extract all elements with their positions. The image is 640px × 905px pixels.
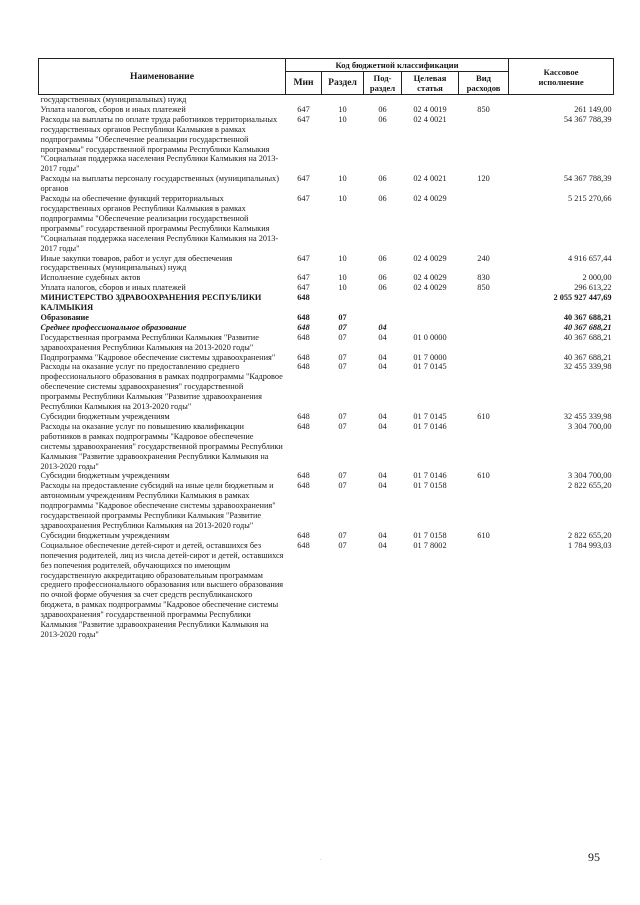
- row-vid: 850: [477, 283, 490, 293]
- row-vid: 610: [477, 471, 490, 481]
- row-tselevaya: [402, 313, 459, 323]
- row-amount: 261 149,00: [574, 104, 612, 114]
- row-min: 648: [297, 362, 310, 372]
- row-razdel: 10: [338, 283, 347, 293]
- row-podrazdel: 06: [378, 283, 387, 293]
- row-vid: 610: [477, 530, 490, 540]
- row-min: 647: [297, 273, 310, 283]
- table-body: [39, 95, 614, 640]
- row-tselevaya: 01 7 0145: [413, 362, 447, 372]
- row-podrazdel: 06: [378, 253, 387, 263]
- table-row: [39, 115, 614, 174]
- header-kbk: Код бюджетной классификации: [286, 59, 509, 72]
- page-number: 95: [588, 850, 600, 864]
- table-row: [39, 174, 614, 194]
- table-header: [39, 59, 614, 95]
- row-name: Субсидии бюджетным учреждениям: [40, 412, 170, 421]
- row-min: 648: [297, 530, 310, 540]
- row-name: Подпрограмма "Кадровое обеспечение системы здравоохранения": [40, 352, 276, 362]
- row-amount: 5 215 270,66: [567, 194, 612, 204]
- row-min: [286, 95, 322, 105]
- row-name: Исполнение судебных актов: [40, 273, 141, 283]
- table-row: [39, 422, 614, 472]
- row-amount: 54 367 788,39: [563, 174, 612, 184]
- row-name: Государственная программа Республики Калмыкия "Развитие здравоохранения Республики Калмыкия на 2013-2020 годы": [40, 332, 259, 352]
- row-tselevaya: 01 7 0000: [413, 352, 447, 362]
- table-row: [39, 95, 614, 105]
- row-podrazdel: 06: [378, 194, 387, 204]
- row-tselevaya: 01 7 0146: [413, 471, 447, 481]
- row-podrazdel: [364, 293, 402, 313]
- row-razdel: [322, 293, 364, 313]
- row-tselevaya: 02 4 0019: [413, 104, 447, 114]
- table-row: [39, 194, 614, 253]
- row-min: 647: [297, 104, 310, 114]
- row-tselevaya: 01 7 8002: [413, 540, 447, 550]
- row-min: 648: [297, 481, 310, 491]
- table-row: [39, 541, 614, 640]
- row-amount: 40 367 688,21: [563, 352, 612, 362]
- row-name: Среднее профессиональное образование: [40, 322, 187, 332]
- row-name: МИНИСТЕРСТВО ЗДРАВООХРАНЕНИЯ РЕСПУБЛИКИ КАЛМЫКИЯ: [40, 293, 262, 313]
- table-row: [39, 333, 614, 353]
- row-tselevaya: 02 4 0029: [413, 253, 447, 263]
- table-row: [39, 471, 614, 481]
- row-podrazdel: 04: [378, 530, 387, 540]
- row-amount: 32 455 339,98: [563, 362, 612, 372]
- row-amount: 3 304 700,00: [567, 471, 612, 481]
- header-min: Мин: [286, 72, 322, 95]
- row-podrazdel: [364, 95, 402, 105]
- row-min: 648: [297, 471, 310, 481]
- row-podrazdel: 06: [378, 114, 387, 124]
- row-min: 647: [297, 174, 310, 184]
- row-razdel: 07: [338, 481, 347, 491]
- row-min: 647: [297, 253, 310, 263]
- table-row: [39, 531, 614, 541]
- row-name: Субсидии бюджетным учреждениям: [40, 530, 170, 540]
- row-podrazdel: 04: [378, 362, 387, 372]
- row-vid: [459, 541, 509, 640]
- row-tselevaya: 02 4 0021: [413, 114, 447, 124]
- table-row: [39, 353, 614, 363]
- row-min: 647: [297, 114, 310, 124]
- table-row: [39, 105, 614, 115]
- header-razdel: Раздел: [322, 72, 364, 95]
- row-tselevaya: 01 7 0145: [413, 412, 447, 421]
- row-razdel: 07: [338, 530, 347, 540]
- row-vid: [459, 95, 509, 105]
- row-tselevaya: 01 7 0158: [413, 481, 447, 491]
- row-amount: 3 304 700,00: [567, 421, 612, 431]
- table-row: [39, 293, 614, 313]
- table-row: [39, 362, 614, 412]
- row-vid: 830: [477, 273, 490, 283]
- row-amount: [509, 95, 614, 105]
- row-name: Расходы на оказание услуг по повышению квалификации работников в рамках подпрограммы "Кадровое обеспечение системы здравоохранения" государственной программы Республики Калмыкия "Развитие здравоохранения Республики Калмыкия на 2013-2020 годы": [40, 421, 283, 471]
- row-name: Субсидии бюджетным учреждениям: [40, 471, 170, 481]
- row-razdel: [322, 95, 364, 105]
- table-row: [39, 481, 614, 531]
- row-min: 648: [297, 332, 310, 342]
- row-vid: [459, 353, 509, 363]
- row-podrazdel: 04: [378, 540, 387, 550]
- row-razdel: 07: [338, 412, 347, 421]
- row-razdel: 10: [338, 114, 347, 124]
- table-row: [39, 254, 614, 274]
- row-amount: 40 367 688,21: [563, 312, 612, 322]
- row-name: Расходы на обеспечение функций территориальных государственных органов Республики Калмыкия в рамках подпрограммы "Обеспечение реализации государственной программы" государственной программы Республики Калмыкия "Социальная поддержка населения Республики Калмыкия на 2013-2017 годы": [40, 194, 279, 253]
- row-amount: 40 367 688,21: [563, 332, 612, 342]
- header-tselevaya: Целевая статья: [402, 72, 459, 95]
- row-name: государственных (муниципальных) нужд: [40, 95, 187, 104]
- row-name: Социальное обеспечение детей-сирот и детей, оставшихся без попечения родителей, лиц из числа детей-сирот и детей, оставшихся без попечения родителей, обучающихся по имеющим государственную аккредитацию образовательным программам среднего профессионального образования или высшего образования по очной форме обучения за счет средств республиканского бюджета, в рамках подпрограммы "Кадровое обеспечение системы здравоохранения" государственной программы Республики Калмыкия "Развитие здравоохранения Республики Калмыкия на 2013-2020 годы": [40, 540, 284, 639]
- row-amount: 40 367 688,21: [563, 322, 612, 332]
- row-podrazdel: 04: [378, 352, 387, 362]
- row-vid: 240: [477, 253, 490, 263]
- row-name: Образование: [40, 312, 89, 322]
- row-razdel: 07: [338, 312, 347, 322]
- row-vid: 850: [477, 104, 490, 114]
- scan-speck: .: [320, 856, 322, 862]
- row-tselevaya: [402, 323, 459, 333]
- row-podrazdel: 04: [378, 471, 387, 481]
- header-podrazdel: Под- раздел: [364, 72, 402, 95]
- row-min: 648: [297, 412, 310, 421]
- row-tselevaya: 02 4 0029: [413, 273, 447, 283]
- row-razdel: 10: [338, 273, 347, 283]
- row-min: 648: [297, 322, 310, 332]
- table-row: [39, 313, 614, 323]
- row-name: Расходы на выплаты персоналу государственных (муниципальных) органов: [40, 174, 279, 194]
- row-amount: 296 613,22: [574, 283, 612, 293]
- row-min: 647: [297, 283, 310, 293]
- row-name: Иные закупки товаров, работ и услуг для обеспечения государственных (муниципальных) нужд: [40, 253, 233, 273]
- row-tselevaya: 02 4 0029: [413, 283, 447, 293]
- row-podrazdel: 04: [378, 322, 387, 332]
- row-tselevaya: 01 7 0146: [413, 421, 447, 431]
- row-razdel: 07: [338, 471, 347, 481]
- row-tselevaya: [402, 95, 459, 105]
- row-razdel: 10: [338, 194, 347, 204]
- row-amount: 2 000,00: [582, 273, 612, 283]
- header-vid: Вид расходов: [459, 72, 509, 95]
- row-name: Расходы на предоставление субсидий на иные цели бюджетным и автономным учреждениям Республики Калмыкия в рамках подпрограммы "Кадровое обеспечение системы здравоохранения" государственной программы Республики Калмыкия "Развитие здравоохранения Республики Калмыкия на 2013-2020 годы": [40, 481, 276, 530]
- row-name: Уплата налогов, сборов и иных платежей: [40, 283, 186, 293]
- row-amount: 54 367 788,39: [563, 114, 612, 124]
- table-row: [39, 323, 614, 333]
- row-podrazdel: [364, 313, 402, 323]
- row-razdel: 07: [338, 362, 347, 372]
- row-vid: 120: [477, 174, 490, 184]
- row-min: 647: [297, 194, 310, 204]
- row-podrazdel: 04: [378, 481, 387, 491]
- row-vid: [459, 481, 509, 531]
- row-name: Расходы на оказание услуг по предоставлению среднего профессионального образования в рамках подпрограммы "Кадровое обеспечение системы здравоохранения" государственной программы Республики Калмыкия "Развитие здравоохранения Республики Калмыкия на 2013-2020 годы": [40, 362, 283, 412]
- row-tselevaya: 01 0 0000: [413, 332, 447, 342]
- row-razdel: 10: [338, 253, 347, 263]
- row-podrazdel: 04: [378, 412, 387, 421]
- row-vid: [459, 422, 509, 472]
- row-vid: [459, 362, 509, 412]
- row-amount: 2 822 655,20: [567, 530, 612, 540]
- row-amount: 1 784 993,03: [567, 540, 612, 550]
- row-razdel: 07: [338, 352, 347, 362]
- row-vid: [459, 293, 509, 313]
- table-row: [39, 283, 614, 293]
- row-razdel: 10: [338, 174, 347, 184]
- row-min: 648: [297, 352, 310, 362]
- row-vid: [459, 194, 509, 253]
- row-tselevaya: [402, 293, 459, 313]
- row-min: 648: [297, 312, 310, 322]
- row-podrazdel: 04: [378, 421, 387, 431]
- header-kassovoe: Кассовое исполнение: [509, 59, 614, 95]
- row-vid: [459, 323, 509, 333]
- row-amount: 4 916 657,44: [567, 253, 612, 263]
- row-razdel: 07: [338, 421, 347, 431]
- row-min: 648: [297, 293, 310, 303]
- row-vid: 610: [477, 412, 490, 421]
- table-row: [39, 273, 614, 283]
- row-podrazdel: 04: [378, 332, 387, 342]
- row-amount: 2 822 655,20: [567, 481, 612, 491]
- row-razdel: 10: [338, 104, 347, 114]
- row-vid: [459, 333, 509, 353]
- row-podrazdel: 06: [378, 104, 387, 114]
- row-razdel: 07: [338, 540, 347, 550]
- row-amount: 32 455 339,98: [563, 412, 612, 421]
- row-vid: [459, 313, 509, 323]
- row-podrazdel: 06: [378, 273, 387, 283]
- row-min: 648: [297, 540, 310, 550]
- row-tselevaya: 02 4 0029: [413, 194, 447, 204]
- budget-table: [38, 58, 614, 640]
- row-razdel: 07: [338, 332, 347, 342]
- header-name: Наименование: [39, 59, 286, 95]
- row-amount: 2 055 927 447,69: [553, 293, 612, 303]
- row-podrazdel: 06: [378, 174, 387, 184]
- row-min: 648: [297, 421, 310, 431]
- row-name: Расходы на выплаты по оплате труда работников территориальных государственных органов Республики Калмыкия в рамках подпрограммы "Обеспечение реализации государственной программы" государственной программы Республики Калмыкия "Социальная поддержка населения Республики Калмыкия на 2013-2017 годы": [40, 114, 279, 174]
- row-razdel: 07: [338, 322, 347, 332]
- row-vid: [459, 115, 509, 174]
- row-tselevaya: 01 7 0158: [413, 530, 447, 540]
- table-row: [39, 412, 614, 422]
- row-name: Уплата налогов, сборов и иных платежей: [40, 104, 186, 114]
- row-tselevaya: 02 4 0021: [413, 174, 447, 184]
